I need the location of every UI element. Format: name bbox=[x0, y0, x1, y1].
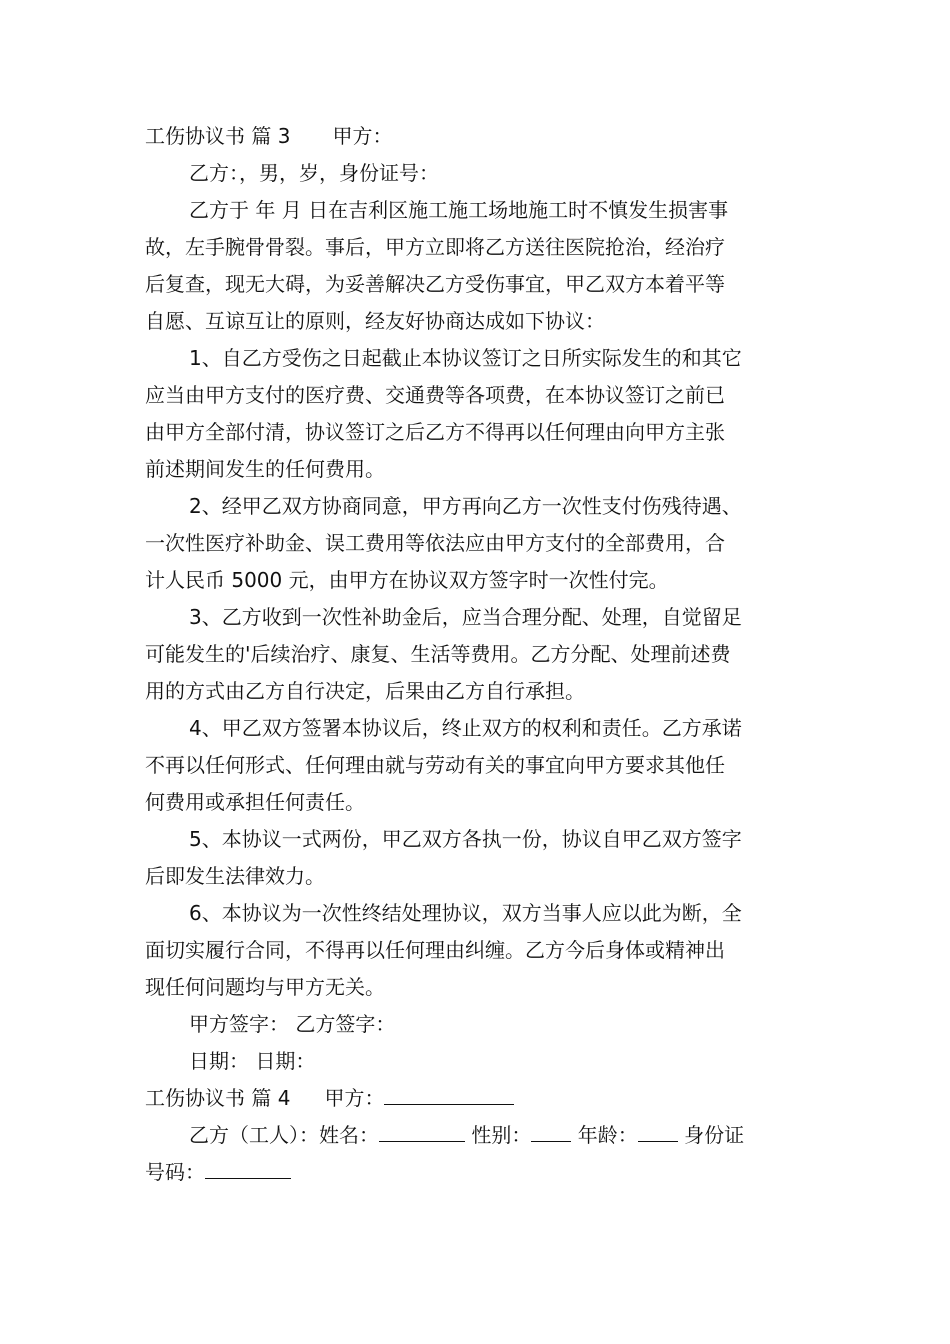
item4-line-1: 4、甲乙双方签署本协议后，终止双方的权利和责任。乙方承诺 bbox=[189, 716, 742, 740]
gender-label: 性别： bbox=[465, 1123, 532, 1147]
document-page bbox=[145, 118, 807, 1191]
item5-line-2: 后即发生法律效力。 bbox=[145, 864, 325, 888]
section3-heading-line bbox=[145, 118, 807, 155]
item6-line-1: 6、本协议为一次性终结处理协议，双方当事人应以此为断，全 bbox=[189, 901, 742, 925]
intro-line-1: 乙方于 年 月 日在吉利区施工施工场地施工时不慎发生损害事 bbox=[189, 198, 729, 222]
item2-line-2: 一次性医疗补助金、误工费用等依法应由甲方支付的全部费用，合 bbox=[145, 531, 725, 555]
section3-party-a: 甲方： bbox=[332, 124, 393, 148]
date-line: 日期： 日期： bbox=[189, 1049, 316, 1073]
id-blank bbox=[205, 1156, 291, 1179]
section4-party-a: 甲方： bbox=[324, 1086, 385, 1110]
gender-blank bbox=[531, 1119, 571, 1142]
section4-party-b-line bbox=[145, 1117, 807, 1154]
section3-heading: 工伤协议书 篇 3 bbox=[145, 124, 291, 148]
item1-line-1: 1、自乙方受伤之日起截止本协议签订之日所实际发生的和其它 bbox=[189, 346, 742, 370]
section4-heading-line bbox=[145, 1080, 807, 1117]
item4-line-2: 不再以任何形式、任何理由就与劳动有关的事宜向甲方要求其他任 bbox=[145, 753, 725, 777]
item1-line-2: 应当由甲方支付的医疗费、交通费等各项费，在本协议签订之前已 bbox=[145, 383, 725, 407]
intro-line-3: 后复查，现无大碍，为妥善解决乙方受伤事宜，甲乙双方本着平等 bbox=[145, 272, 725, 296]
id-label: 身份证 bbox=[677, 1123, 745, 1147]
item6-line-3: 现任何问题均与甲方无关。 bbox=[145, 975, 385, 999]
item2-line-3: 计人民币 5000 元，由甲方在协议双方签字时一次性付完。 bbox=[145, 568, 669, 592]
age-label: 年龄： bbox=[571, 1123, 638, 1147]
intro-line-2: 故，左手腕骨骨裂。事后，甲方立即将乙方送往医院抢治，经治疗 bbox=[145, 235, 725, 259]
age-blank bbox=[638, 1119, 678, 1142]
section3-party-b: 乙方：，男，岁，身份证号： bbox=[189, 161, 439, 185]
item1-line-4: 前述期间发生的任何费用。 bbox=[145, 457, 385, 481]
section4-id-line bbox=[145, 1154, 807, 1191]
section4-heading: 工伤协议书 篇 4 bbox=[145, 1086, 291, 1110]
item3-line-1: 3、乙方收到一次性补助金后，应当合理分配、处理，自觉留足 bbox=[189, 605, 742, 629]
item3-line-2: 可能发生的'后续治疗、康复、生活等费用。乙方分配、处理前述费 bbox=[145, 642, 731, 666]
item4-line-3: 何费用或承担任何责任。 bbox=[145, 790, 365, 814]
signature-line: 甲方签字： 乙方签字： bbox=[189, 1012, 396, 1036]
party-a-blank bbox=[384, 1082, 514, 1105]
name-blank bbox=[379, 1119, 465, 1142]
item1-line-3: 由甲方全部付清，协议签订之后乙方不得再以任何理由向甲方主张 bbox=[145, 420, 725, 444]
intro-line-4: 自愿、互谅互让的原则，经友好协商达成如下协议： bbox=[145, 309, 605, 333]
item6-line-2: 面切实履行合同，不得再以任何理由纠缠。乙方今后身体或精神出 bbox=[145, 938, 725, 962]
party-b-name-label: 乙方（工人）：姓名： bbox=[189, 1123, 379, 1147]
item2-line-1: 2、经甲乙双方协商同意，甲方再向乙方一次性支付伤残待遇、 bbox=[189, 494, 742, 518]
id-label-cont: 号码： bbox=[145, 1160, 205, 1184]
item3-line-3: 用的方式由乙方自行决定，后果由乙方自行承担。 bbox=[145, 679, 585, 703]
item5-line-1: 5、本协议一式两份，甲乙双方各执一份，协议自甲乙双方签字 bbox=[189, 827, 742, 851]
